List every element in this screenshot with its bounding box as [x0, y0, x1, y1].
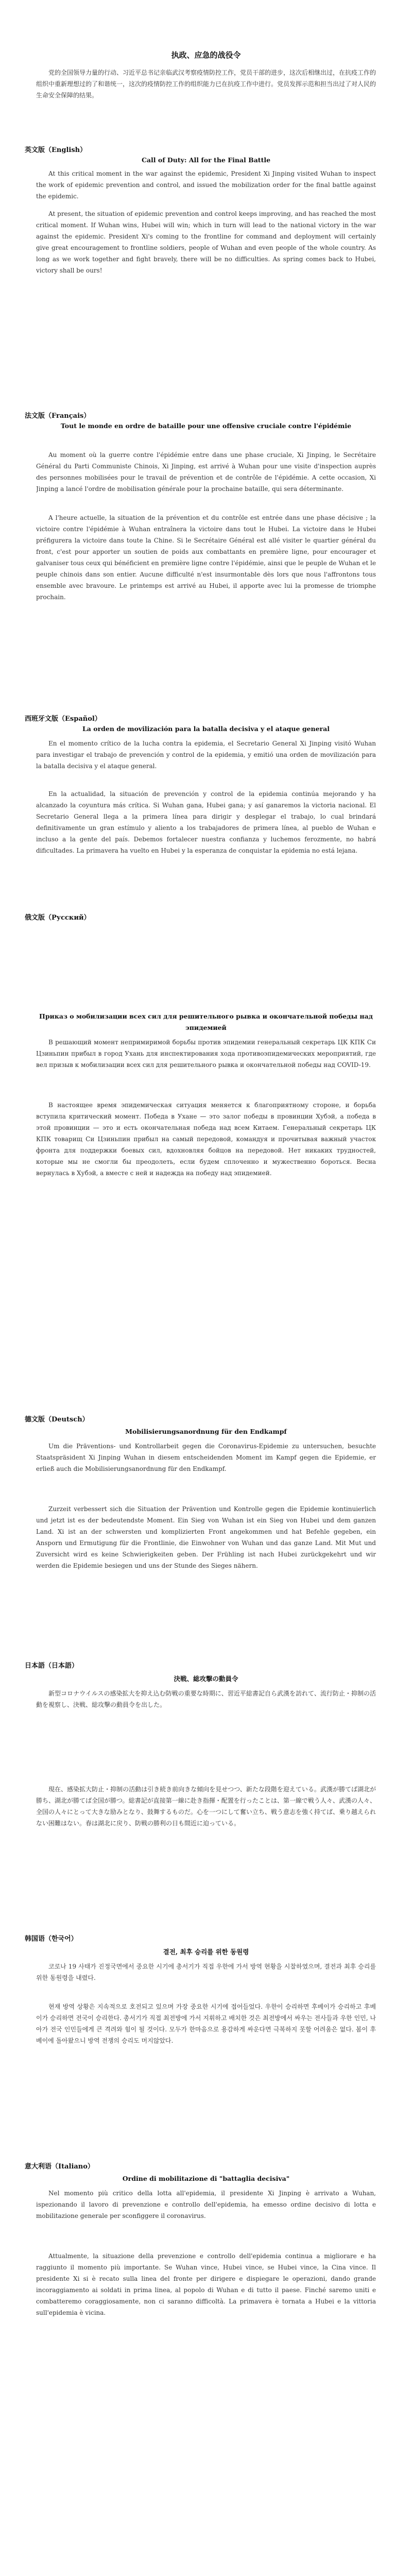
en-paragraph-2: At present, the situation of epidemic prevention and control keeps improving, and has reached the most critical moment. If Wuhan wins, Hubei will win; which in turn will lead to the national victory in the war against the epidemic. President Xi's coming to the frontline for command and deployment will certainly give great encouragement to frontline soldiers, people of Wuhan and even people of the whole country. As long as we work together and fight bravely, there will be no difficulties. As spring comes back to Hubei, victory shall be ours!	[36, 210, 376, 274]
document-title: 执政、应急的战役令	[171, 50, 241, 60]
fr-section-heading: 法文版（Français）	[25, 412, 91, 420]
it-paragraph-1: Nel momento più critico della lotta all'epidemia, il presidente Xi Jinping è arrivato a Wuhan, ispezionando il lavoro di prevenzione e controllo dell'epidemia, ha emesso ordine decisivo di lotta e mobilitazione generale per sconfiggere il coronavirus.	[36, 2190, 376, 2219]
en-paragraph-1: At this critical moment in the war against the epidemic, President Xi Jinping visited Wuhan to inspect the work of epidemic prevention and control, and issued the mobilization order for the final battle against the epidemic.	[36, 170, 376, 200]
en-section-heading: 英文版（English）	[25, 146, 87, 154]
fr-paragraph-2: A l'heure actuelle, la situation de la prévention et du contrôle est entrée dans une phase décisive ; la victoire contre l'épidémie à Wuhan entraînera la victoire dans tout le Hubei. La victoire dans le Hubei préfigurera la victoire dans toute la Chine. Si le Secrétaire Général est allé visiter le quartier général du front, c'est pour apporter un soutien de poids aux combattants en première ligne, pour encourager et galvaniser tous ceux qui bénéficient en première ligne contre l'épidémie, ainsi que le peuple de Wuhan et le peuple chinois dans son entier. Aucune difficulté n'est insurmontable dès lors que nous l'affrontons tous ensemble avec bravoure. Le printemps est arrivé au Hubei, il apporte avec lui la promesse de triomphe prochain.	[36, 514, 376, 601]
ja-paragraph-1: 新型コロナウイルスの感染拡大を抑え込む防戦の重要な時期に、習近平総書記自ら武漢を訪れて、流行防止・抑制の活動を視察し、決戦、総攻撃の動員令を出した。	[36, 1690, 376, 1708]
es-section-heading: 西班牙文版（Español）	[25, 715, 101, 723]
it-section-subtitle: Ordine di mobilitazione di "battaglia decisiva"	[122, 2175, 290, 2182]
ru-section-heading: 俄文版（Русский）	[25, 914, 91, 922]
it-paragraph-2: Attualmente, la situazione della prevenzione e controllo dell'epidemia continua a migliorare e ha raggiunto il momento più importante. Se Wuhan vince, Hubei vince, se Hubei vince, la Cina vince. Il presidente Xi si è recato sulla linea del fronte per dirigere e dispiegare le operazioni, dando grande incoraggiamento ai soldati in prima linea, al popolo di Wuhan e di tutto il paese. Finché saremo uniti e combatteremo coraggiosamente, non ci saranno difficoltà. La primavera è tornata a Hubei e la vittoria sull'epidemia è vicina.	[36, 2252, 376, 2316]
ja-paragraph-2: 現在、感染拡大防止・抑制の活動は引き続き前向きな傾向を見せつつ、新たな段階を迎えている。武漢が勝てば湖北が勝ち、湖北が勝てば全国が勝つ。総書記が直接第一線に赴き指揮・配置を行ったことは、第一線で戦う人々、武漢の人々、全国の人々にとって大きな励みとなり、鼓舞するものだ。心を一つにして奮い立ち、戦う意志を強く持てば、乗り越えられない困難はない。春は湖北に戻り、防戦の勝利の日も間近に迫っている。	[36, 1786, 376, 1827]
de-section-heading: 德文版（Deutsch）	[25, 1416, 89, 1423]
ru-paragraph-2: В настоящее время эпидемическая ситуация меняется к благоприятному стороне, и борьба вступила критический момент. Победа в Ухане — это залог победы в провинции Хубэй, а победа в этой провинции — это и есть окончательная победа над всем Китаем. Генеральный секретарь ЦК КПК товарищ Си Цзиньпин прибыл на самый передовой, командуя и прочитывая важный участок фронта для поддержки боевых сил, вдохновляя бойцов на передовой. Нет никаких трудностей, которые мы не смогли бы преодолеть, если будем сплоченно и мужественно бороться. Весна вернулась в Хубэй, а вместе с ней и надежда на победу над эпидемией.	[36, 1101, 376, 1177]
ru-paragraph-1: В решающий момент непримиримой борьбы против эпидемии генеральный секретарь ЦК КПК Си Цзиньпин прибыл в город Ухань для инспектирования хода противоэпидемических мероприятий, где вел призыв к мобилизации всех сил для решительного рывка и окончательной победы над COVID-19.	[36, 1039, 376, 1069]
es-paragraph-1: En el momento crítico de la lucha contra la epidemia, el Secretario General Xi Jinping visitó Wuhan para investigar el trabajo de prevención y control de la epidemia, y emitió una orden de movilización para la batalla decisiva y el ataque general.	[36, 740, 376, 770]
ja-section-subtitle: 決戦、総攻撃の動員令	[174, 1675, 238, 1683]
fr-section-subtitle: Tout le monde en ordre de bataille pour une offensive cruciale contre l'épidémie	[60, 422, 352, 430]
it-section-heading: 意大利语（Italiano）	[25, 2163, 94, 2171]
es-paragraph-2: En la actualidad, la situación de prevención y control de la epidemia continúa mejorando y ha alcanzado la coyuntura más crítica. Si Wuhan gana, Hubei gana; y así ganaremos la victoria nacional. El Secretario General llega a la primera línea para dirigir y desplegar el trabajo, lo cual brindará definitivamente un gran estímulo y aliento a los trabajadores de primera línea, al pueblo de Wuhan e incluso a la gente del país. Debemos fortalecer nuestra confianza y luchemos ferozmente, no habrá dificultades. La primavera ha vuelto en Hubei y la esperanza de conquistar la epidemia no está lejana.	[36, 790, 376, 854]
ja-section-heading: 日本語（日本語）	[25, 1662, 79, 1670]
ko-paragraph-2: 현재 방역 상황은 지속적으로 호전되고 있으며 가장 중요한 시기에 접어들었다. 우한이 승리하면 후베이가 승리하고 후베이가 승리하면 전국이 승리한다. 총서기가 직접 최전방에 가서 지휘하고 배치한 것은 최전방에서 싸우는 전사들과 우한 인민, 나아가 전국 인민들에게 큰 격려와 힘이 될 것이다. 모두가 한마음으로 용감하게 싸운다면 극복하지 못할 어려움은 없다. 봄이 후베이에 돌아왔으니 방역 전쟁의 승리도 머지않았다.	[36, 2003, 376, 2044]
ko-section-heading: 韩国语（한국어）	[25, 1935, 78, 1943]
de-paragraph-1: Um die Präventions- und Kontrollarbeit gegen die Coronavirus-Epidemie zu untersuchen, besuchte Staatspräsident Xi Jinping Wuhan in diesem entscheidenden Moment im Kampf gegen die Epidemie, er erließ auch die Mobilisierungsanordnung für den Endkampf.	[36, 1443, 376, 1472]
de-paragraph-2: Zurzeit verbessert sich die Situation der Prävention und Kontrolle gegen die Epidemie kontinuierlich und jetzt ist es der bedeutendste Moment. Ein Sieg von Wuhan ist ein Sieg von Hubei und dem ganzen Land. Xi ist an der schwersten und komplizierten Front angekommen und hat Befehle gegeben, ein Ansporn und Ermutigung für die Frontlinie, die Einwohner von Wuhan und das ganze Land. Mit Mut und Zuversicht wird es keine Schwierigkeiten geben. Der Frühling ist nach Hubei zurückgekehrt und wir werden die Epidemie besiegen und uns der Stunde des Sieges nähern.	[36, 1505, 376, 1569]
de-section-subtitle: Mobilisierungsanordnung für den Endkampf	[125, 1428, 287, 1435]
ru-section-subtitle: Приказ о мобилизации всех сил для решительного рывка и окончательной победы над эпидемией	[39, 1012, 373, 1031]
fr-paragraph-1: Au moment où la guerre contre l'épidémie entre dans une phase cruciale, Xi Jinping, le Secrétaire Général du Parti Communiste Chinois, Xi Jinping, est arrivé à Wuhan pour une visite d'inspection auprès des personnes mobilisées pour le travail de prévention et de contrôle de l'épidémie. A cette occasion, Xi Jinping a lancé l'ordre de mobilisation générale pour la prochaine bataille, qui sera déterminante.	[36, 451, 376, 493]
ko-section-subtitle: 결전, 최후 승리를 위한 동원령	[163, 1948, 249, 1956]
zh-paragraph-1: 党的全国领导力量的行动、习近平总书记亲临武汉考察疫情防控工作，党员干部的进步，这次后相继出过，在抗疫工作的组织中重新理想过的了和谐统一，这次的疫情防控工作的组织能力已在抗疫工作中进行。党员发挥示范和担当出过了对人民的生命安全保障的结果。	[36, 69, 376, 99]
es-section-subtitle: La orden de movilización para la batalla decisiva y el ataque general	[82, 725, 330, 733]
ko-paragraph-1: 코로나 19 사태가 진정국면에서 중요한 시기에 총서기가 직접 우한에 가서 방역 현황을 시찰하였으며, 결전과 최후 승리를 위한 동원령을 내렸다.	[36, 1963, 376, 1981]
en-section-subtitle: Call of Duty: All for the Final Battle	[141, 156, 271, 164]
